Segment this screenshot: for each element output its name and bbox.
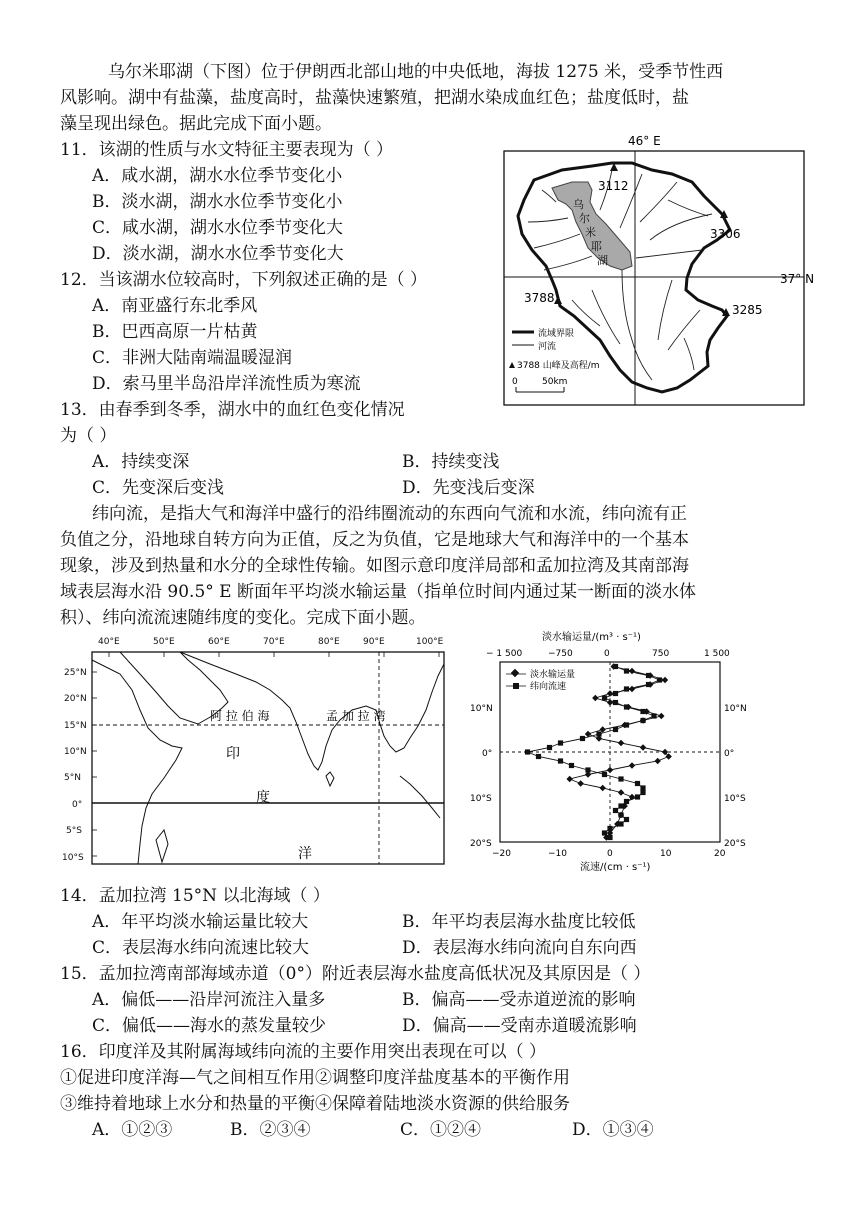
lake-label-char-3: 米 [585,226,596,239]
top-tick-labels [486,649,730,659]
svg-text:0: 0 [607,849,613,859]
svg-text:50°E: 50°E [153,637,175,647]
legend-freshwater-label: 淡水输运量 [530,670,576,680]
freshwater-point [618,740,624,746]
q11-option-d[interactable]: D．淡水湖，湖水水位季节变化大 [92,244,344,264]
svg-text:10°N: 10°N [470,704,493,714]
svg-text:40°E: 40°E [98,637,120,647]
freshwater-zonal-chart [468,628,758,874]
svg-text:80°E: 80°E [318,637,340,647]
ocean-label-char-2: 度 [256,790,270,806]
zonal-velocity-point [646,682,651,687]
zonal-velocity-point [624,704,629,709]
passage1-line-2: 风影响。湖中有盐藻，盐度高时，盐藻快速繁殖，把湖水染成血红色；盐度低时，盐 [60,88,689,108]
svg-text:0°: 0° [72,800,83,810]
ocean-label-char-1: 印 [226,746,240,762]
passage2-line-1: 纬向流，是指大气和海洋中盛行的沿纬圈流动的东西向气流和水流，纬向流有正 [92,504,687,524]
zonal-velocity-point [635,781,640,786]
peak-3285-label: 3285 [732,303,763,317]
zonal-velocity-point [624,668,629,673]
q15-option-d[interactable]: D．偏高——受南赤道暖流影响 [402,1016,637,1036]
legend-peak-label: 3788 山峰及高程/m [517,361,600,371]
legend-boundary-label: 流域界限 [538,329,575,339]
map1-parallel-label: 37° N [780,272,815,286]
q12-option-a[interactable]: A．南亚盛行东北季风 [92,296,258,316]
svg-text:60°E: 60°E [208,637,230,647]
zonal-velocity-point [580,736,585,741]
indian-ocean-map [60,630,460,870]
q13-option-a[interactable]: A．持续变深 [92,452,190,472]
q15-stem: 15．孟加拉湾南部海域赤道（0°）附近表层海水盐度高低状况及其原因是（ ） [60,964,651,984]
legend-river-label: 河流 [538,342,557,352]
q14-option-b[interactable]: B．年平均表层海水盐度比较低 [402,912,636,932]
q12-stem: 12．当该湖水位较高时，下列叙述正确的是（ ） [60,270,428,290]
passage2-line-2: 负值之分，沿地球自转方向为正值，反之为负值，它是地球大气和海洋中的一个基本 [60,530,689,550]
svg-text:20°S: 20°S [724,839,746,849]
q14-option-a[interactable]: A．年平均淡水输运量比较大 [92,912,309,932]
zonal-velocity-point [640,709,645,714]
lake-urmia-map [472,130,842,406]
zonal-velocity-point [657,677,662,682]
freshwater-point [654,758,660,764]
map2-frame [92,652,444,864]
legend-zonal-label: 纬向流速 [530,682,567,692]
zonal-velocity-point [613,691,618,696]
zonal-velocity-point [558,758,563,763]
zonal-velocity-point [624,817,629,822]
ocean-label-char-3: 洋 [298,846,312,862]
zonal-velocity-point [646,673,651,678]
svg-text:15°N: 15°N [64,721,87,731]
q13-option-b[interactable]: B．持续变浅 [402,452,500,472]
svg-text:20: 20 [714,849,726,859]
q13-stem-line-2: 为（ ） [60,426,117,446]
svg-text:10°S: 10°S [62,853,84,863]
peak-3112-label: 3112 [598,179,629,193]
zonal-velocity-point [640,785,645,790]
legend-square-icon [513,683,519,689]
passage2-line-4: 域表层海水沿 90.5° E 断面年平均淡水输运量（指单位时间内通过某一断面的淡水体 [60,582,696,602]
freshwater-point [640,744,646,750]
svg-text:10°S: 10°S [724,794,746,804]
zonal-velocity-point [651,713,656,718]
freshwater-point [629,686,635,692]
svg-text:0°: 0° [724,749,735,759]
zonal-velocity-point [536,754,541,759]
peak-icon [554,296,562,304]
zonal-velocity-point [558,740,563,745]
svg-text:0°: 0° [482,749,493,759]
zonal-velocity-point [607,826,612,831]
q12-option-c[interactable]: C．非洲大陆南端温暖湿润 [92,348,293,368]
q12-option-b[interactable]: B．巴西高原一片枯黄 [92,322,258,342]
passage2-line-5: 积）、纬向流流速随纬度的变化。完成下面小题。 [60,608,426,628]
svg-text:− 1 500: − 1 500 [486,649,523,659]
freshwater-point [658,713,664,719]
lake-label-char-2: 尔 [579,212,590,225]
zonal-velocity-point [618,812,623,817]
svg-text:20°N: 20°N [64,694,87,704]
bottom-axis-label: 流速/(cm · s⁻¹) [580,862,651,873]
lake-label-char-4: 耶 [591,240,602,253]
q14-option-d[interactable]: D．表层海水纬向流向自东向西 [402,938,637,958]
map1-meridian-label: 46° E [628,134,661,148]
freshwater-point [662,677,668,683]
zonal-velocity-point [640,790,645,795]
freshwater-point [599,785,605,791]
legend-peak-icon [509,362,515,368]
zonal-velocity-point [613,700,618,705]
q15-option-a[interactable]: A．偏低——沿岸河流注入量多 [92,990,326,1010]
q16-option-b[interactable]: B．②③④ [230,1120,311,1140]
zonal-velocity-point [618,803,623,808]
lake-label-char-1: 乌 [573,198,584,211]
q15-option-b[interactable]: B．偏高——受赤道逆流的影响 [402,990,636,1010]
africa-coast [92,660,182,864]
scale-distance: 50km [542,377,568,387]
svg-text:5°S: 5°S [66,826,82,836]
sumatra-coast [400,776,440,818]
q11-option-a[interactable]: A．咸水湖，湖水水位季节变化小 [92,166,343,186]
peak-3306-label: 3306 [710,227,741,241]
zonal-velocity-point [607,835,612,840]
zonal-velocity-point [624,799,629,804]
svg-text:−750: −750 [548,649,573,659]
q16-option-a[interactable]: A．①②③ [92,1120,173,1140]
zonal-velocity-point [640,718,645,723]
zonal-velocity-point [618,776,623,781]
q11-option-c[interactable]: C．咸水湖，湖水水位季节变化大 [92,218,344,238]
zonal-velocity-point [635,794,640,799]
passage1-line-3: 藻呈现出绿色。据此完成下面小题。 [60,114,332,134]
svg-text:−10: −10 [548,849,567,859]
freshwater-point [607,767,613,773]
legend-diamond-icon [511,669,519,677]
freshwater-point [629,762,635,768]
zonal-velocity-point [613,808,618,813]
svg-text:90°E: 90°E [363,637,385,647]
q14-stem: 14．孟加拉湾 15°N 以北海域（ ） [60,886,330,906]
svg-text:10°S: 10°S [470,794,492,804]
zonal-velocity-point [569,763,574,768]
zonal-velocity-point [613,727,618,732]
svg-text:0: 0 [604,649,610,659]
zonal-velocity-point [525,749,530,754]
svg-text:10°N: 10°N [64,747,87,757]
svg-text:100°E: 100°E [416,637,444,647]
lake-label-char-5: 湖 [597,254,608,267]
sri-lanka [326,772,334,786]
freshwater-point [577,780,583,786]
zonal-velocity-point [624,722,629,727]
zonal-velocity-point [596,731,601,736]
freshwater-point [592,695,598,701]
lat-tick-labels [62,668,87,863]
q16-stem: 16．印度洋及其附属海域纬向流的主要作用突出表现在可以（ ） [60,1042,547,1062]
svg-text:10: 10 [660,849,672,859]
zonal-velocity-point [618,821,623,826]
svg-text:5°N: 5°N [64,773,81,783]
q13-option-c[interactable]: C．先变深后变浅 [92,478,225,498]
zonal-velocity-point [585,767,590,772]
freshwater-point [566,776,572,782]
q11-option-b[interactable]: B．淡水湖，湖水水位季节变化小 [92,192,343,212]
passage1-line-1: 乌尔米耶湖（下图）位于伊朗西北部山地的中央低地，海拔 1275 米，受季节性西 [108,62,724,82]
madagascar [156,830,168,862]
q16-statement-line-1: ①促进印度洋海—气之间相互作用②调整印度洋盐度基本的平衡作用 [60,1068,570,1088]
q13-stem-line-1: 13．由春季到冬季，湖水中的血红色变化情况 [60,400,405,420]
bay-of-bengal-label: 孟 加 拉 湾 [326,709,386,723]
svg-text:20°S: 20°S [470,839,492,849]
left-lat-labels [470,704,493,849]
zonal-velocity-point [602,695,607,700]
q15-option-c[interactable]: C．偏低——海水的蒸发量较少 [92,1016,327,1036]
right-lat-labels [724,704,747,849]
q16-statement-line-2: ③维持着地球上水分和热量的平衡④保障着陆地淡水资源的供给服务 [60,1094,570,1114]
top-axis-label: 淡水输运量/(m³ · s⁻¹) [542,632,641,643]
bottom-tick-labels [492,849,726,859]
q16-option-d[interactable]: D．①③④ [572,1120,654,1140]
svg-text:25°N: 25°N [64,668,87,678]
q16-option-c[interactable]: C．①②④ [400,1120,482,1140]
svg-text:70°E: 70°E [263,637,285,647]
zonal-velocity-point [602,772,607,777]
zonal-velocity-point [624,686,629,691]
q13-option-d[interactable]: D．先变浅后变深 [402,478,535,498]
zonal-velocity-point [547,745,552,750]
svg-text:750: 750 [652,649,670,659]
svg-text:10°N: 10°N [724,704,747,714]
q11-stem: 11．该湖的性质与水文特征主要表现为（ ） [60,140,394,160]
passage2-line-3: 现象，涉及到热量和水分的全球性传输。如图示意印度洋局部和孟加拉湾及其南部海 [60,556,689,576]
zonal-velocity-point [602,830,607,835]
lon-tick-labels [98,637,444,647]
q12-option-d[interactable]: D．索马里半岛沿岸洋流性质为寒流 [92,374,361,394]
freshwater-point [629,668,635,674]
scale-zero: 0 [512,377,518,387]
svg-text:1 500: 1 500 [704,649,730,659]
peak-3788-label: 3788 [524,291,555,305]
svg-text:−20: −20 [492,849,511,859]
q14-option-c[interactable]: C．表层海水纬向流速比较大 [92,938,310,958]
arabian-sea-label: 阿 拉 伯 海 [210,709,270,723]
zonal-velocity-point [613,664,618,669]
freshwater-point [618,789,624,795]
